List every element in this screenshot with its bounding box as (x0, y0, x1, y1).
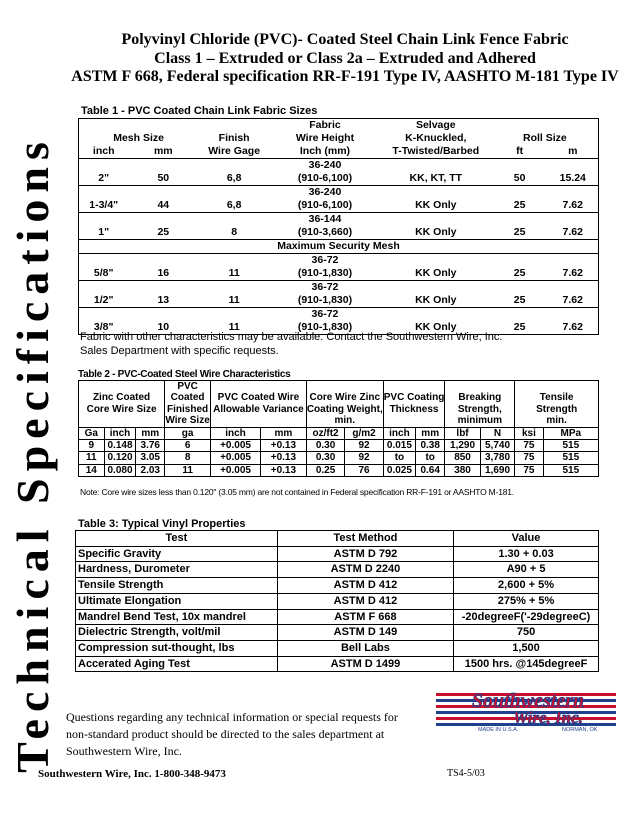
table2-caption: Table 2 - PVC-Coated Steel Wire Characteristics (78, 369, 291, 380)
table-header-row: Wire Size min. minimum min. (79, 415, 599, 427)
col-header: Mesh Size (113, 132, 164, 144)
table-row: Hardness, Durometer ASTM D 2240 A90 + 5 (76, 562, 599, 578)
table-row: Dielectric Strength, volt/mil ASTM D 149 750 (76, 625, 599, 641)
table-header-row (79, 145, 599, 159)
section-row (79, 240, 599, 254)
col-header: K-Knuckled, (405, 132, 467, 144)
col-header: Test Method (277, 531, 453, 547)
col-header: inch (79, 145, 129, 159)
table-fabric-sizes: Fabric Selvage Mesh Size Finish Wire Height K-Knuckled, Roll Size inch mm Wire Gage Inch (mm) T-Twisted/Barbed ft m 36-240 2" 50 6,8 (910-6,100) KK, KT, TT 50 15.24 36-240 1-3/4" 44 6,8 (910-6,100) KK Only 25 7.62 36-144 1" 25 8 (910-3,660) KK Only 25 7.62 Maximum Security Mesh 36-72 5/8" 16 11 (910-1,830) KK Only 25 7.62 36-72 1/2" 13 11 (910-1,830) KK Only 25 7.62 36-72 3/8" 10 11 (910-1,830) KK Only 25 7.62 (78, 118, 599, 335)
table-row: 11 0.120 3.05 8 +0.005 +0.13 0.30 92 to to 850 3,780 75 515 (79, 452, 599, 464)
contact-line-3: Southwestern Wire, Inc. (66, 744, 182, 758)
table1-note-line-1: Fabric with other characteristics may be available. Contact the Southwestern Wire, Inc. (80, 331, 503, 343)
table1-caption: Table 1 - PVC Coated Chain Link Fabric Sizes (81, 105, 318, 117)
col-header: Fabric (309, 119, 341, 131)
technical-specifications-sidebar: Technical Specifications (7, 135, 58, 773)
col-header: Zinc Coated (79, 392, 165, 403)
col-header: T-Twisted/Barbed (380, 145, 492, 159)
col-header: ft (492, 145, 548, 159)
col-header: m (548, 145, 599, 159)
col-header: Roll Size (522, 132, 567, 144)
footer-doc-code: TS4-5/03 (447, 768, 485, 779)
contact-paragraph (66, 709, 398, 760)
col-header: Breaking (445, 392, 515, 403)
title-line-1: Polyvinyl Chloride (PVC)- Coated Steel Chain Link Fence Fabric (121, 31, 569, 48)
table-header-row (79, 119, 599, 133)
table-header-row (79, 381, 599, 393)
table-wire-characteristics (78, 380, 599, 477)
table-row: 2" 50 6,8 (910-6,100) KK, KT, TT 50 15.24 (79, 172, 599, 186)
table-row: 1-3/4" 44 6,8 (910-6,100) KK Only 25 7.62 (79, 199, 599, 213)
table-row: Ultimate Elongation ASTM D 412 275% + 5% (76, 593, 599, 609)
col-header: PVC (165, 381, 211, 393)
logo-artwork (436, 690, 616, 732)
units-row: Ga inch mm ga inch mm oz/ft2 g/m2 inch mm lbf N ksi MPa (79, 427, 599, 439)
southwestern-wire-logo (436, 690, 616, 732)
col-header: Wire Height (295, 132, 355, 144)
table-row: 14 0.080 2.03 11 +0.005 +0.13 0.25 76 0.025 0.64 380 1,690 75 515 (79, 464, 599, 476)
table-row: Accerated Aging Test ASTM D 1499 1500 hrs. @145degreeF (76, 656, 599, 672)
table-row: Compression sut-thought, lbs Bell Labs 1,500 (76, 640, 599, 656)
footer-company-phone: Southwestern Wire, Inc. 1-800-348-9473 (38, 768, 226, 780)
col-header: Selvage (415, 119, 456, 131)
max-security-mesh-heading: Maximum Security Mesh (79, 240, 599, 254)
col-header: mm (128, 145, 198, 159)
col-header: Value (454, 531, 599, 547)
contact-line-2: non-standard product should be directed to the sales department at (66, 727, 385, 741)
title-line-2: Class 1 – Extruded or Class 2a – Extruded and Adhered (154, 50, 536, 67)
table-header-row (79, 132, 599, 145)
table-header-row: Zinc Coated Coated PVC Coated Wire Core Wire Zinc PVC Coating Breaking Tensile (79, 392, 599, 403)
col-header: Test (76, 531, 278, 547)
table2-note: Note: Core wire sizes less than 0.120" (3.05 mm) are not contained in Federal specification RR-F-191 or AASHTO M-181. (80, 487, 514, 497)
table-row: Mandrel Bend Test, 10x mandrel ASTM F 668 -20degreeF('-29degreeC) (76, 609, 599, 625)
col-header: Wire Gage (198, 145, 270, 159)
table3-caption: Table 3: Typical Vinyl Properties (78, 518, 246, 530)
table-row: Tensile Strength ASTM D 412 2,600 + 5% (76, 578, 599, 594)
table-header-row (76, 531, 599, 547)
col-header: Inch (mm) (270, 145, 380, 159)
col-header: PVC Coating (383, 392, 445, 404)
col-header: Core Wire Zinc (306, 392, 383, 403)
table-row: 1" 25 8 (910-3,660) KK Only 25 7.62 (79, 226, 599, 240)
table-row: 3/8" 10 11 (910-1,830) KK Only 25 7.62 (93, 321, 583, 333)
table-row: 1/2" 13 11 (910-1,830) KK Only 25 7.62 (79, 294, 599, 308)
logo-made-in-usa: MADE IN U.S.A. (478, 727, 519, 732)
col-header: PVC Coated Wire (211, 392, 307, 403)
table-row: Specific Gravity ASTM D 792 1.30 + 0.03 (76, 546, 599, 562)
contact-line-1: Questions regarding any technical information or special requests for (66, 710, 398, 724)
table-vinyl-properties (75, 530, 599, 672)
col-header: Tensile (515, 392, 599, 403)
logo-city: NORMAN, OK (562, 727, 598, 732)
table-header-row: Core Wire Size Finished Allowable Variance Coating Weight, Thickness Strength, Strength (79, 404, 599, 415)
table-row: 5/8" 16 11 (910-1,830) KK Only 25 7.62 (79, 267, 599, 281)
logo-name-2: Wire, Inc. (513, 708, 583, 727)
table1-note-line-2: Sales Department with specific requests. (80, 345, 279, 357)
title-line-3: ASTM F 668, Federal specification RR-F-191 Type IV, AASHTO M-181 Type IV (71, 68, 619, 85)
col-header: Finish (218, 132, 250, 144)
logo-name-1: Southwestern (471, 690, 585, 712)
table-row: 9 0.148 3.76 6 +0.005 +0.13 0.30 92 0.015 0.38 1,290 5,740 75 515 (79, 440, 599, 452)
